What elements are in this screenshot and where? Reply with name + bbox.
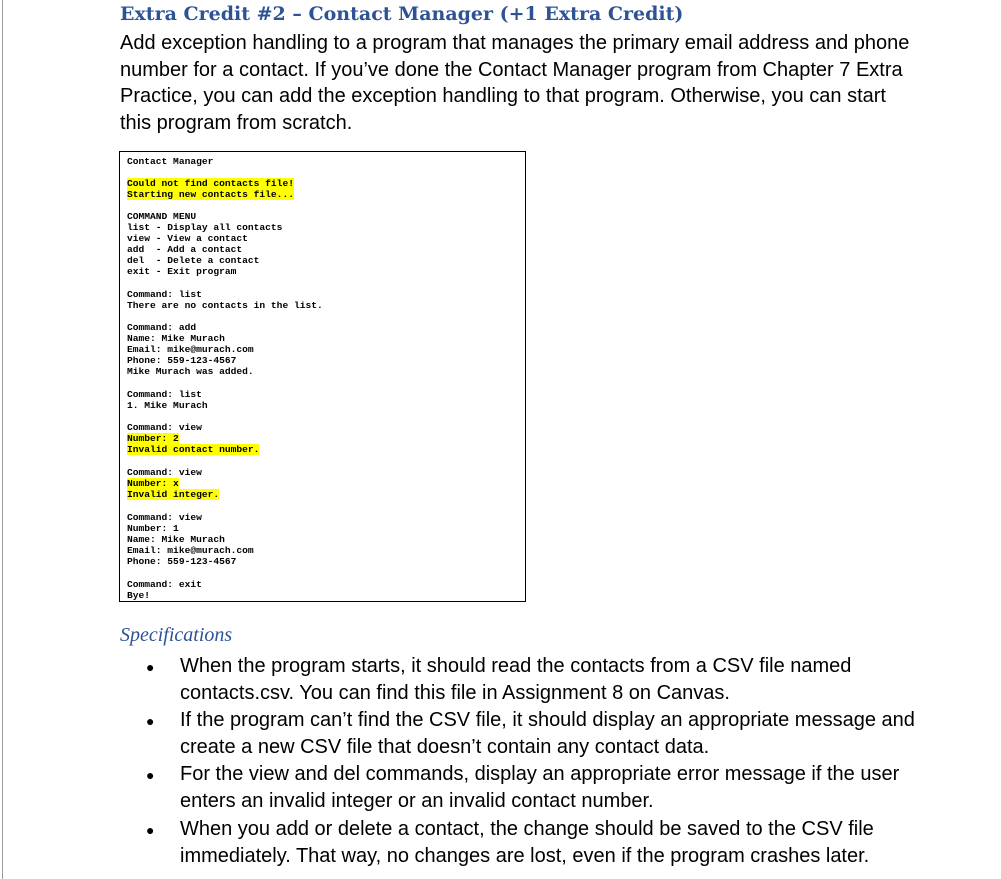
- bullet-icon: ●: [146, 822, 155, 838]
- page-title: Extra Credit #2 – Contact Manager (+1 Extra Credit): [120, 3, 684, 25]
- intro-paragraph: Add exception handling to a program that manages the primary email address and phone number for a contact. If you’ve done the Contact Manager program from Chapter 7 Extra Practice, you can add the exception handling to that program. Otherwise, you can start this program from scratch.: [120, 32, 910, 134]
- console-output-line: Email: mike@murach.com: [127, 545, 254, 556]
- console-command-line: Command: list: [127, 389, 202, 400]
- console-command-line: Command: view: [127, 512, 202, 523]
- bullet-icon: ●: [146, 767, 155, 783]
- console-output-line: Name: Mike Murach: [127, 333, 225, 344]
- console-info-line: Starting new contacts file...: [127, 189, 294, 200]
- console-command-line: Command: exit: [127, 579, 202, 590]
- console-output-line: Number: 2: [127, 433, 179, 444]
- console-command-line: Command: add: [127, 322, 197, 333]
- console-output-line: There are no contacts in the list.: [127, 300, 323, 311]
- console-output-line: Phone: 559-123-4567: [127, 556, 237, 567]
- console-error-line: Could not find contacts file!: [127, 178, 294, 189]
- console-command-line: Command: view: [127, 422, 202, 433]
- console-command-line: Command: view: [127, 467, 202, 478]
- console-output-line: Name: Mike Murach: [127, 534, 225, 545]
- console-menu-item: list - Display all contacts: [127, 222, 283, 233]
- console-output-box: [119, 151, 526, 602]
- console-output-line: Bye!: [127, 590, 151, 601]
- console-output-line: Number: x: [127, 478, 179, 489]
- bullet-icon: ●: [146, 659, 155, 675]
- console-error-line: Invalid integer.: [127, 489, 220, 500]
- spec-item: For the view and del commands, display an appropriate error message if the user enters an invalid integer or an invalid contact number.: [180, 763, 900, 812]
- console-output-line: Phone: 559-123-4567: [127, 355, 237, 366]
- page-left-border: [2, 0, 3, 879]
- console-menu-item: del - Delete a contact: [127, 255, 260, 266]
- specifications-heading: Specifications: [120, 624, 233, 646]
- console-menu-item: add - Add a contact: [127, 244, 243, 255]
- console-output-line: Mike Murach was added.: [127, 366, 254, 377]
- console-title: Contact Manager: [127, 156, 214, 167]
- console-output-line: 1. Mike Murach: [127, 400, 208, 411]
- console-menu-item: view - View a contact: [127, 233, 248, 244]
- spec-item: When the program starts, it should read the contacts from a CSV file named contacts.csv. You can find this file in Assignment 8 on Canvas.: [180, 655, 852, 704]
- bullet-icon: ●: [146, 713, 155, 729]
- console-command-line: Command: list: [127, 289, 202, 300]
- console-menu-item: exit - Exit program: [127, 266, 237, 277]
- console-menu-title: COMMAND MENU: [127, 211, 197, 222]
- spec-item: If the program can’t find the CSV file, it should display an appropriate message and create a new CSV file that doesn’t contain any contact data.: [180, 709, 915, 758]
- console-output-line: Email: mike@murach.com: [127, 344, 254, 355]
- spec-item: When you add or delete a contact, the change should be saved to the CSV file immediately. That way, no changes are lost, even if the program crashes later.: [180, 818, 874, 867]
- console-error-line: Invalid contact number.: [127, 444, 260, 455]
- console-output-line: Number: 1: [127, 523, 179, 534]
